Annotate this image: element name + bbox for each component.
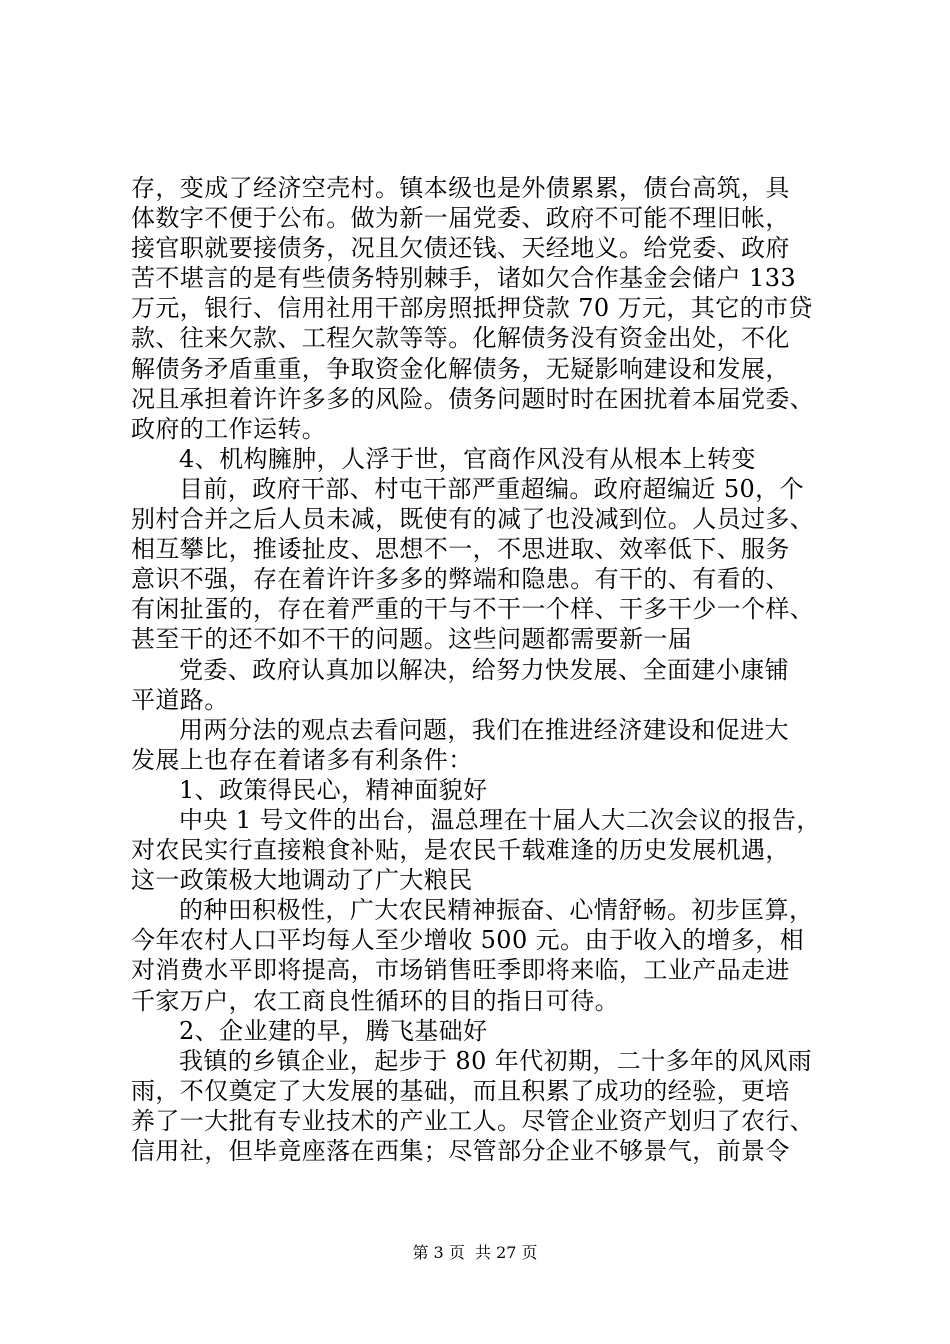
text-line: 况且承担着许许多多的风险。债务问题时时在困扰着本届党委、 xyxy=(131,384,815,413)
text-line: 党委、政府认真加以解决，给努力快发展、全面建小康铺 xyxy=(179,655,789,684)
text-line: 这一政策极大地调动了广大粮民 xyxy=(131,866,473,895)
text-line: 苦不堪言的是有些债务特别棘手，诸如欠合作基金会储户 133 xyxy=(131,264,797,293)
text-line: 解债务矛盾重重，争取资金化解债务，无疑影响建设和发展， xyxy=(131,354,790,383)
text-line: 雨，不仅奠定了大发展的基础，而且积累了成功的经验，更培 xyxy=(131,1076,790,1105)
text-line: 我镇的乡镇企业，起步于 80 年代初期，二十多年的风风雨 xyxy=(179,1046,812,1075)
text-line: 信用社，但毕竟座落在西集；尽管部分企业不够景气，前景令 xyxy=(131,1137,790,1165)
text-line: 体数字不便于公布。做为新一届党委、政府不可能不理旧帐， xyxy=(131,204,790,233)
text-line: 中央 1 号文件的出台，温总理在十届人大二次会议的报告， xyxy=(179,805,821,834)
text-line: 目前，政府干部、村屯干部严重超编。政府超编近 50，个 xyxy=(179,474,804,503)
text-line: 千家万户，农工商良性循环的目的指日可待。 xyxy=(131,986,619,1015)
page-footer xyxy=(0,1243,950,1263)
text-line: 别村合并之后人员未减，既使有的减了也没减到位。人员过多、 xyxy=(131,505,815,534)
text-line: 意识不强，存在着许许多多的弊端和隐患。有干的、有看的、 xyxy=(131,565,790,594)
text-line: 用两分法的观点去看问题，我们在推进经济建设和促进大 xyxy=(179,715,789,744)
text-line: 今年农村人口平均每人至少增收 500 元。由于收入的增多，相 xyxy=(131,926,805,955)
text-line: 的种田积极性，广大农民精神振奋、心情舒畅。初步匡算， xyxy=(179,896,814,925)
text-line: 对消费水平即将提高，市场销售旺季即将来临，工业产品走进 xyxy=(131,956,790,985)
text-line: 款、往来欠款、工程欠款等等。化解债务没有资金出处，不化 xyxy=(131,324,790,353)
page-number-label: 第 3 页 共 27 页 xyxy=(412,1243,538,1262)
text-line: 万元，银行、信用社用干部房照抵押贷款 70 万元，其它的市贷 xyxy=(131,294,813,323)
text-line: 发展上也存在着诸多有利条件： xyxy=(131,745,473,774)
text-line: 平道路。 xyxy=(131,685,229,714)
text-line: 政府的工作运转。 xyxy=(131,414,327,443)
text-line: 2、企业建的早，腾飞基础好 xyxy=(179,1016,488,1045)
text-line: 对农民实行直接粮食补贴，是农民千载难逢的历史发展机遇， xyxy=(131,836,790,865)
text-line: 养了一大批有专业技术的产业工人。尽管企业资产划归了农行、 xyxy=(131,1106,815,1135)
text-line: 1、政策得民心，精神面貌好 xyxy=(179,775,488,804)
text-line: 甚至干的还不如不干的问题。这些问题都需要新一届 xyxy=(131,625,693,654)
text-line: 相互攀比，推诿扯皮、思想不一，不思进取、效率低下、服务 xyxy=(131,535,790,564)
text-line: 有闲扯蛋的，存在着严重的干与不干一个样、干多干少一个样、 xyxy=(131,595,815,624)
text-line: 4、机构臃肿，人浮于世，官商作风没有从根本上转变 xyxy=(179,444,756,473)
text-line: 存，变成了经济空壳村。镇本级也是外债累累，债台高筑，具 xyxy=(131,174,790,202)
document-body xyxy=(131,173,831,1166)
text-line: 接官职就要接债务，况且欠债还钱、天经地义。给党委、政府 xyxy=(131,234,790,263)
